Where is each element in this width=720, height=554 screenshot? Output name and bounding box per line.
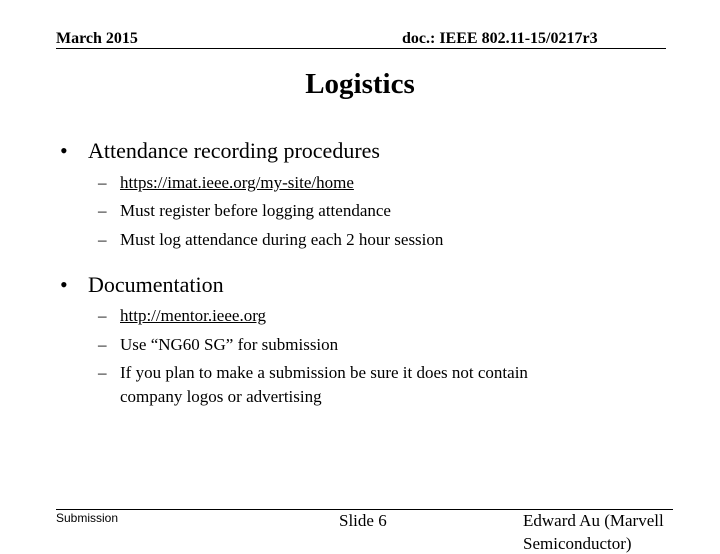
sub-item-submission-advice [98, 363, 528, 383]
dash-icon: – [98, 306, 107, 325]
header-date: March 2015 [56, 30, 138, 47]
dash-icon: – [98, 335, 107, 354]
header-doc-id: doc.: IEEE 802.11-15/0217r3 [402, 30, 598, 47]
header-divider [56, 48, 666, 49]
footer-divider [56, 509, 673, 510]
bullet-heading: Documentation [88, 272, 224, 297]
bullet-attendance [60, 138, 380, 164]
slide-title: Logistics [305, 68, 415, 100]
dash-icon: – [98, 173, 107, 192]
sub-item-register [98, 201, 391, 221]
sub-item-text: Must register before logging attendance [120, 201, 391, 220]
bullet-icon: • [60, 138, 68, 163]
bullet-icon: • [60, 272, 68, 297]
footer-submission: Submission [56, 511, 119, 525]
imat-link[interactable]: https://imat.ieee.org/my-site/home [120, 173, 354, 192]
sub-item-log-attendance [98, 230, 443, 250]
sub-item-mentor-link [98, 306, 266, 326]
dash-icon: – [98, 363, 107, 382]
sub-item-imat-link [98, 173, 354, 193]
bullet-documentation [60, 272, 224, 298]
dash-icon: – [98, 230, 107, 249]
mentor-link[interactable]: http://mentor.ieee.org [120, 306, 267, 325]
footer-author: Edward Au (Marvell [523, 511, 664, 530]
footer-author-wrap: Semiconductor) [523, 534, 632, 553]
sub-item-ng60 [98, 335, 338, 355]
sub-item-text: If you plan to make a submission be sure it does not contain [120, 363, 528, 382]
sub-item-text: Must log attendance during each 2 hour session [120, 230, 444, 249]
sub-item-text: Use “NG60 SG” for submission [120, 335, 339, 354]
sub-item-continuation: company logos or advertising [120, 387, 322, 406]
dash-icon: – [98, 201, 107, 220]
bullet-heading: Attendance recording procedures [88, 138, 380, 163]
footer-slide-number: Slide 6 [339, 511, 387, 530]
